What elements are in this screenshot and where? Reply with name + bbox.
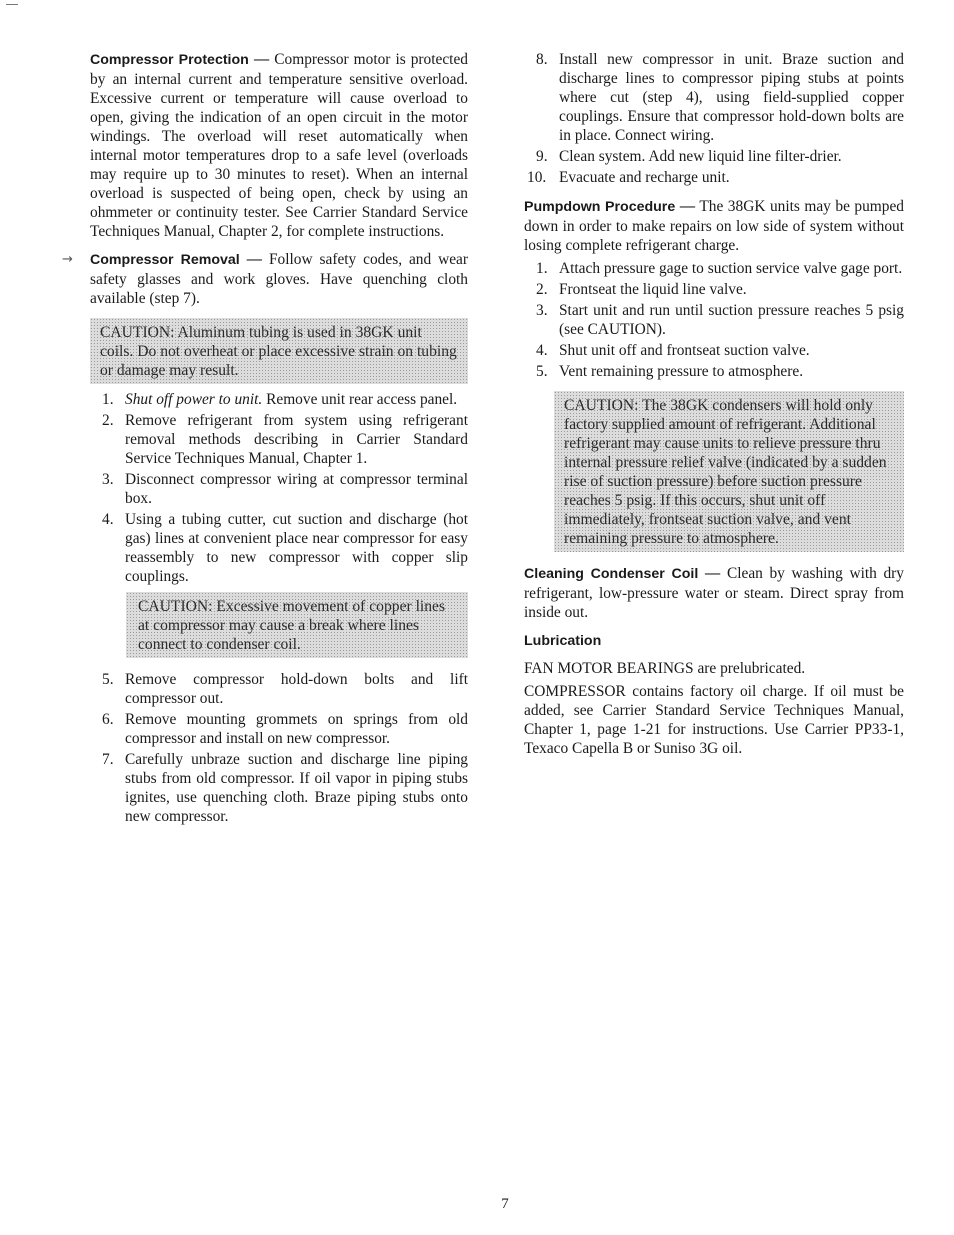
compressor-removal-paragraph: → Compressor Removal — Follow safety codes, and wear safety glasses and work gloves. Have quenching cloth available (step 7). <box>62 251 468 307</box>
list-item: 5. Remove compressor hold-down bolts and lift compressor out. <box>102 671 468 707</box>
list-item: 2. Frontseat the liquid line valve. <box>536 281 747 298</box>
list-item: 4. Shut unit off and frontseat suction valve. <box>536 342 810 359</box>
left-column <box>62 50 468 828</box>
step-1-text: Remove unit rear access panel. <box>266 391 458 408</box>
removal-steps-list-b <box>90 670 468 826</box>
caution-box-aluminum: CAUTION: Aluminum tubing is used in 38GK unit coils. Do not overheat or place excessive strain on tubing or damage may result. <box>90 318 468 384</box>
scan-corner-mark <box>6 4 18 5</box>
removal-steps-list-a <box>90 390 468 586</box>
list-item: 6. Remove mounting grommets on springs from old compressor and install on new compressor. <box>102 711 468 747</box>
cleaning-heading: Cleaning Condenser Coil <box>524 566 699 582</box>
compressor-protection-paragraph: Compressor Protection — Compressor motor is protected by an internal current and temperature sensitive overload. Excessive current or temperature will cause overload to open, giving the indication of an open circuit in the motor windings. The overload will reset automatically when internal motor temperatures drop to a safe level (overloads may require up to 30 minutes to reset). When an internal overload is suspected of being open, check by using an ohmmeter or continuity tester. See Carrier Standard Service Techniques Manual, Chapter 2, for complete instructions. <box>90 51 468 240</box>
fan-motor-text: FAN MOTOR BEARINGS are prelubricated. <box>524 660 806 677</box>
compressor-removal-text: Follow safety codes, and wear safety glasses and work gloves. Have quenching cloth available (step 7). <box>90 251 468 307</box>
list-item: 2. Remove refrigerant from system using refrigerant removal methods describing in Carrier Standard Service Techniques Manual, Chapter 1. <box>102 412 468 467</box>
list-item: 4. Using a tubing cutter, cut suction and discharge (hot gas) lines at convenient place near compressor for easy reassembly to new compressor with copper slip couplings. <box>102 511 468 585</box>
list-item: 10. Evacuate and recharge unit. <box>527 169 730 186</box>
compressor-protection-text: Compressor motor is protected by an internal current and temperature sensitive overload. Excessive current or temperature will cause overload to open, giving the indication of an open circuit in the motor windings. The overload will reset automatically when internal motor temperatures drop to a safe level (overloads may require up to 30 minutes to reset). When an internal overload is suspected of being open, check by using an ohmmeter or continuity tester. See Carrier Standard Service Techniques Manual, Chapter 2, for complete instructions. <box>90 51 468 240</box>
list-item: 5. Vent remaining pressure to atmosphere. <box>536 363 804 380</box>
list-item: 7. Carefully unbraze suction and discharge line piping stubs from old compressor. If oil vapor in piping stubs ignites, use quenching cloth. Braze piping stubs onto new compressor. <box>102 751 468 825</box>
compressor-removal-heading: Compressor Removal <box>90 252 240 268</box>
list-item: 9. Clean system. Add new liquid line filter-drier. <box>536 148 842 165</box>
list-item: 1. Attach pressure gage to suction service valve gage port. <box>536 260 903 277</box>
pumpdown-text: The 38GK units may be pumped down in order to make repairs on low side of system without losing complete refrigerant charge. <box>524 198 905 254</box>
removal-steps-list-c <box>524 50 904 187</box>
arrow-marker-icon: → <box>62 252 73 267</box>
pumpdown-steps-list <box>524 259 904 381</box>
lubrication-heading: Lubrication <box>524 633 602 649</box>
pumpdown-paragraph: Pumpdown Procedure — The 38GK units may be pumped down in order to make repairs on low side of system without losing complete refrigerant charge. <box>524 198 905 254</box>
caution-box-copper: CAUTION: Excessive movement of copper lines at compressor may cause a break where lines connect to condenser coil. <box>126 592 468 658</box>
page-number: 7 <box>501 1196 509 1212</box>
caution-box-condensers: CAUTION: The 38GK condensers will hold only factory supplied amount of refrigerant. Additional refrigerant may cause units to relieve pressure thru internal pressure relief valve (indicated by a sudden rise of suction pressure) before suction pressure reaches 5 psig. If this occurs, shut unit off immediately, frontseat suction valve, and vent remaining pressure to atmosphere. <box>554 391 904 552</box>
pumpdown-heading: Pumpdown Procedure <box>524 199 676 215</box>
list-item: 8. Install new compressor in unit. Braze suction and discharge lines to compressor piping stubs at points where cut (step 4), using field-supplied copper couplings. Ensure that compressor hold-down bolts are in place. Connect wiring. <box>536 51 904 144</box>
right-column <box>524 50 904 758</box>
list-item: 3. Start unit and run until suction pressure reaches 5 psig (see CAUTION). <box>536 302 904 338</box>
cleaning-text: Clean by washing with dry refrigerant, low-pressure water or steam. Direct spray from inside out. <box>524 565 904 621</box>
compressor-protection-heading: Compressor Protection <box>90 52 249 68</box>
step-1-italic: Shut off power to unit. <box>125 391 263 408</box>
list-item: 3. Disconnect compressor wiring at compressor terminal box. <box>102 471 468 507</box>
compressor-oil-text: COMPRESSOR contains factory oil charge. If oil must be added, see Carrier Standard Service Techniques Manual, Chapter 1, page 1-21 for instructions. Use Carrier PP33-1, Texaco Capella B or Suniso 3G oil. <box>524 683 904 757</box>
cleaning-paragraph: Cleaning Condenser Coil — Clean by washing with dry refrigerant, low-pressure water or steam. Direct spray from inside out. <box>524 565 904 621</box>
list-item: 1. Shut off power to unit. Remove unit rear access panel. <box>102 391 458 408</box>
